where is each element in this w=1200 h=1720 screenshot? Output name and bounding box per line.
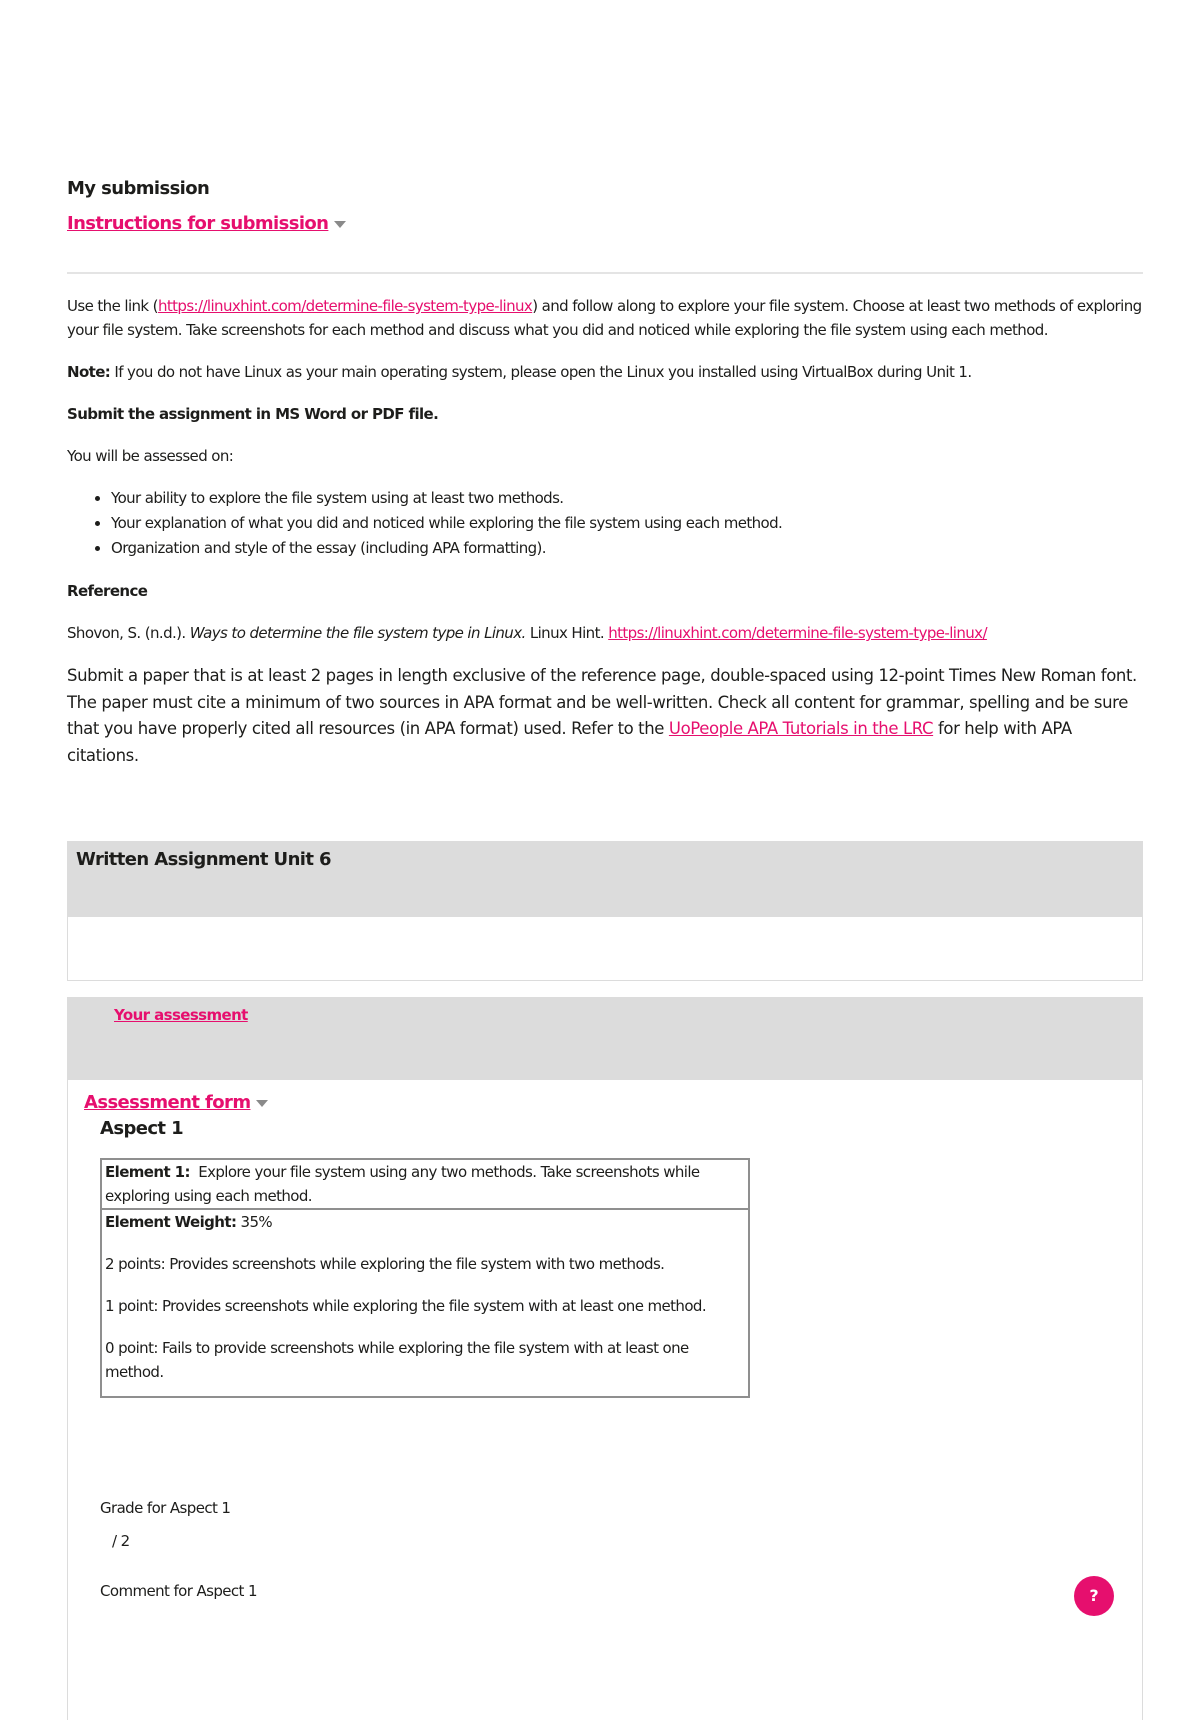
list-item: • Organization and style of the essay (including APA formatting). xyxy=(111,536,1147,561)
instructions-paragraph xyxy=(67,294,1147,342)
element-cell xyxy=(101,1159,749,1209)
score-level: 2 points: Provides screenshots while exploring the file system with two methods. xyxy=(105,1255,665,1273)
submit-format-text: Submit the assignment in MS Word or PDF file. xyxy=(67,405,439,423)
score-level: 1 point: Provides screenshots while exploring the file system with at least one method. xyxy=(105,1297,706,1315)
chevron-down-icon[interactable] xyxy=(256,1100,268,1107)
weight-value: 35% xyxy=(236,1213,273,1231)
rubric-table xyxy=(100,1158,750,1398)
text-segment: ) and follow along to explore your file system. Choose at least two methods of exploring your file system. Take screenshots for each method and discuss what you did and noticed while exploring the file system using each method. xyxy=(67,297,1142,339)
comment-label: Comment for Aspect 1 xyxy=(100,1582,257,1600)
apa-tutorials-link[interactable]: UoPeople APA Tutorials in the LRC xyxy=(668,719,934,738)
table-row xyxy=(101,1209,749,1397)
submit-format-paragraph xyxy=(67,402,1147,426)
chevron-down-icon[interactable] xyxy=(334,221,346,228)
assessment-header xyxy=(67,997,1143,1080)
note-label: Note: xyxy=(67,363,111,381)
aspect-title: Aspect 1 xyxy=(100,1118,184,1139)
linuxhint-link[interactable]: https://linuxhint.com/determine-file-system-type-linux xyxy=(157,297,533,315)
score-level: 0 point: Fails to provide screenshots while exploring the file system with at least one method. xyxy=(105,1339,689,1381)
note-text: If you do not have Linux as your main operating system, please open the Linux you installed using VirtualBox during Unit 1. xyxy=(110,363,972,381)
instructions-content xyxy=(67,294,1147,787)
list-item: • Your explanation of what you did and noticed while exploring the file system using each method. xyxy=(111,511,1147,536)
grade-value: / 2 xyxy=(112,1532,130,1550)
note-paragraph xyxy=(67,360,1147,384)
ref-authors: Shovon, S. (n.d.). xyxy=(67,624,190,642)
table-row xyxy=(101,1159,749,1209)
my-submission-heading: My submission xyxy=(67,178,210,199)
element-label: Element 1: xyxy=(105,1163,190,1181)
weight-label: Element Weight: xyxy=(105,1213,237,1231)
ref-title: Ways to determine the file system type in Linux. xyxy=(189,624,526,642)
text-segment: Submit a paper that is at least 2 pages in length exclusive of the reference page, double-spaced using 12-point Times New Roman font. The paper must cite a minimum of two sources in APA format and be well-written. Check all content for grammar, spelling and be sure that you have properly cited all resources (in APA format) used. Refer to the xyxy=(67,666,1137,738)
reference-heading xyxy=(67,579,1147,603)
your-assessment-link[interactable]: Your assessment xyxy=(114,1006,248,1024)
weight-cell xyxy=(101,1209,749,1397)
assignment-header xyxy=(67,841,1143,917)
ref-site: Linux Hint. xyxy=(525,624,609,642)
list-item: • Your ability to explore the file system using at least two methods. xyxy=(111,486,1147,511)
instructions-toggle[interactable] xyxy=(67,213,346,234)
assessment-form-label[interactable]: Assessment form xyxy=(84,1092,251,1113)
grade-label: Grade for Aspect 1 xyxy=(100,1499,231,1517)
reference-entry xyxy=(67,621,1147,645)
text-segment: for help with APA citations. xyxy=(67,719,1072,765)
assessment-form-toggle[interactable] xyxy=(84,1092,268,1113)
help-button[interactable]: ? xyxy=(1074,1576,1114,1616)
assignment-title: Written Assignment Unit 6 xyxy=(76,849,331,870)
reference-label: Reference xyxy=(67,582,148,600)
assignment-body xyxy=(67,917,1143,981)
text-segment: Use the link ( xyxy=(67,297,158,315)
instructions-toggle-label[interactable]: Instructions for submission xyxy=(67,213,329,234)
element-text: Explore your file system using any two methods. Take screenshots while exploring using each method. xyxy=(105,1163,704,1205)
criteria-list xyxy=(67,486,1147,561)
assessed-intro: You will be assessed on: xyxy=(67,447,234,465)
divider xyxy=(67,272,1143,274)
weight-line xyxy=(105,1210,745,1234)
paper-requirements xyxy=(67,663,1147,769)
reference-link[interactable]: https://linuxhint.com/determine-file-system-type-linux/ xyxy=(608,624,987,642)
